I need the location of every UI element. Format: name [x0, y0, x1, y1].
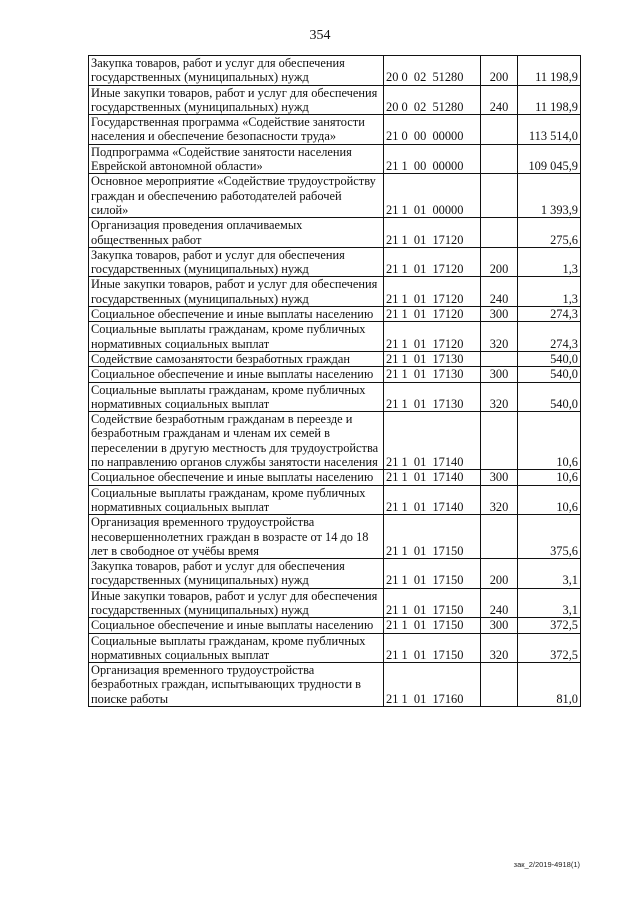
row-name-cell: Социальное обеспечение и иные выплаты населению: [89, 307, 384, 322]
row-code-cell: 21 1 01 17140: [384, 485, 481, 515]
row-code-cell: 21 1 01 17130: [384, 367, 481, 382]
budget-table: [88, 55, 581, 707]
row-code-cell: 21 1 00 00000: [384, 144, 481, 174]
row-amount-cell: 1,3: [518, 247, 581, 277]
row-amount-cell: 540,0: [518, 382, 581, 412]
table-row: [89, 559, 581, 589]
row-name-cell: Основное мероприятие «Содействие трудоустройству граждан и обеспечению работодателей рабочей силой»: [89, 174, 384, 218]
row-name-cell: Иные закупки товаров, работ и услуг для обеспечения государственных (муниципальных) нужд: [89, 277, 384, 307]
row-expense-type-cell: [481, 412, 518, 470]
row-name-cell: Подпрограмма «Содействие занятости населения Еврейской автономной области»: [89, 144, 384, 174]
row-name-cell: Социальные выплаты гражданам, кроме публичных нормативных социальных выплат: [89, 382, 384, 412]
row-code-cell: 21 1 01 17150: [384, 618, 481, 633]
row-code-cell: 21 1 01 17120: [384, 277, 481, 307]
row-name-cell: Содействие безработным гражданам в переезде и безработным гражданам и членам их семей в переселении в другую местность для трудоустройства по направлению органов службы занятости населения: [89, 412, 384, 470]
table-row: [89, 174, 581, 218]
table-row: [89, 247, 581, 277]
row-name-cell: Государственная программа «Содействие занятости населения и обеспечение безопасности труда»: [89, 115, 384, 145]
table-row: [89, 618, 581, 633]
budget-table-body: [89, 56, 581, 707]
row-expense-type-cell: 240: [481, 85, 518, 115]
row-name-cell: Организация временного трудоустройства несовершеннолетних граждан в возрасте от 14 до 18 лет в свободное от учёбы время: [89, 515, 384, 559]
row-amount-cell: 10,6: [518, 412, 581, 470]
row-name-cell: Иные закупки товаров, работ и услуг для обеспечения государственных (муниципальных) нужд: [89, 588, 384, 618]
table-row: [89, 322, 581, 352]
row-name-cell: Социальное обеспечение и иные выплаты населению: [89, 470, 384, 485]
row-name-cell: Социальное обеспечение и иные выплаты населению: [89, 367, 384, 382]
row-expense-type-cell: 200: [481, 247, 518, 277]
row-amount-cell: 109 045,9: [518, 144, 581, 174]
row-amount-cell: 372,5: [518, 618, 581, 633]
row-expense-type-cell: 320: [481, 485, 518, 515]
row-code-cell: 21 1 01 17120: [384, 218, 481, 248]
row-amount-cell: 81,0: [518, 663, 581, 707]
row-expense-type-cell: 320: [481, 322, 518, 352]
row-amount-cell: 275,6: [518, 218, 581, 248]
table-row: [89, 515, 581, 559]
row-expense-type-cell: [481, 115, 518, 145]
row-code-cell: 21 0 00 00000: [384, 115, 481, 145]
row-expense-type-cell: 200: [481, 56, 518, 86]
table-row: [89, 56, 581, 86]
row-code-cell: 21 1 01 17140: [384, 412, 481, 470]
row-code-cell: 20 0 02 51280: [384, 56, 481, 86]
row-name-cell: Социальное обеспечение и иные выплаты населению: [89, 618, 384, 633]
table-row: [89, 470, 581, 485]
row-name-cell: Иные закупки товаров, работ и услуг для обеспечения государственных (муниципальных) нужд: [89, 85, 384, 115]
row-amount-cell: 540,0: [518, 367, 581, 382]
table-row: [89, 277, 581, 307]
row-name-cell: Содействие самозанятости безработных граждан: [89, 351, 384, 366]
row-name-cell: Организация временного трудоустройства безработных граждан, испытывающих трудности в поиске работы: [89, 663, 384, 707]
row-name-cell: Закупка товаров, работ и услуг для обеспечения государственных (муниципальных) нужд: [89, 247, 384, 277]
table-row: [89, 144, 581, 174]
row-code-cell: 21 1 01 17160: [384, 663, 481, 707]
row-name-cell: Закупка товаров, работ и услуг для обеспечения государственных (муниципальных) нужд: [89, 559, 384, 589]
table-row: [89, 85, 581, 115]
document-footer: зак_2/2019-4918(1): [513, 860, 580, 869]
row-amount-cell: 274,3: [518, 307, 581, 322]
row-amount-cell: 1,3: [518, 277, 581, 307]
row-amount-cell: 3,1: [518, 559, 581, 589]
row-amount-cell: 540,0: [518, 351, 581, 366]
row-amount-cell: 1 393,9: [518, 174, 581, 218]
row-expense-type-cell: [481, 218, 518, 248]
table-row: [89, 588, 581, 618]
row-name-cell: Организация проведения оплачиваемых общественных работ: [89, 218, 384, 248]
row-expense-type-cell: [481, 663, 518, 707]
row-code-cell: 21 1 01 17120: [384, 307, 481, 322]
row-expense-type-cell: [481, 144, 518, 174]
row-amount-cell: 375,6: [518, 515, 581, 559]
row-code-cell: 21 1 01 17140: [384, 470, 481, 485]
row-amount-cell: 10,6: [518, 470, 581, 485]
row-expense-type-cell: 300: [481, 367, 518, 382]
row-expense-type-cell: 300: [481, 618, 518, 633]
row-code-cell: 21 1 01 17150: [384, 633, 481, 663]
row-amount-cell: 10,6: [518, 485, 581, 515]
row-name-cell: Социальные выплаты гражданам, кроме публичных нормативных социальных выплат: [89, 633, 384, 663]
row-name-cell: Социальные выплаты гражданам, кроме публичных нормативных социальных выплат: [89, 485, 384, 515]
row-code-cell: 21 1 01 17150: [384, 515, 481, 559]
table-row: [89, 633, 581, 663]
row-code-cell: 21 1 01 17150: [384, 588, 481, 618]
row-expense-type-cell: 300: [481, 470, 518, 485]
row-code-cell: 21 1 01 17120: [384, 322, 481, 352]
table-row: [89, 115, 581, 145]
row-expense-type-cell: 300: [481, 307, 518, 322]
row-expense-type-cell: 200: [481, 559, 518, 589]
row-expense-type-cell: [481, 515, 518, 559]
table-row: [89, 382, 581, 412]
row-expense-type-cell: 320: [481, 633, 518, 663]
row-code-cell: 21 1 01 00000: [384, 174, 481, 218]
row-expense-type-cell: [481, 351, 518, 366]
table-row: [89, 307, 581, 322]
row-code-cell: 21 1 01 17150: [384, 559, 481, 589]
row-name-cell: Социальные выплаты гражданам, кроме публичных нормативных социальных выплат: [89, 322, 384, 352]
page-number: 354: [309, 28, 331, 43]
row-name-cell: Закупка товаров, работ и услуг для обеспечения государственных (муниципальных) нужд: [89, 56, 384, 86]
row-amount-cell: 3,1: [518, 588, 581, 618]
row-code-cell: 21 1 01 17130: [384, 351, 481, 366]
row-code-cell: 21 1 01 17120: [384, 247, 481, 277]
table-row: [89, 367, 581, 382]
table-row: [89, 218, 581, 248]
row-amount-cell: 372,5: [518, 633, 581, 663]
table-row: [89, 663, 581, 707]
table-row: [89, 351, 581, 366]
row-expense-type-cell: 240: [481, 588, 518, 618]
row-amount-cell: 11 198,9: [518, 85, 581, 115]
row-code-cell: 21 1 01 17130: [384, 382, 481, 412]
table-row: [89, 485, 581, 515]
row-code-cell: 20 0 02 51280: [384, 85, 481, 115]
row-expense-type-cell: 320: [481, 382, 518, 412]
row-expense-type-cell: 240: [481, 277, 518, 307]
row-expense-type-cell: [481, 174, 518, 218]
row-amount-cell: 11 198,9: [518, 56, 581, 86]
table-row: [89, 412, 581, 470]
row-amount-cell: 274,3: [518, 322, 581, 352]
row-amount-cell: 113 514,0: [518, 115, 581, 145]
